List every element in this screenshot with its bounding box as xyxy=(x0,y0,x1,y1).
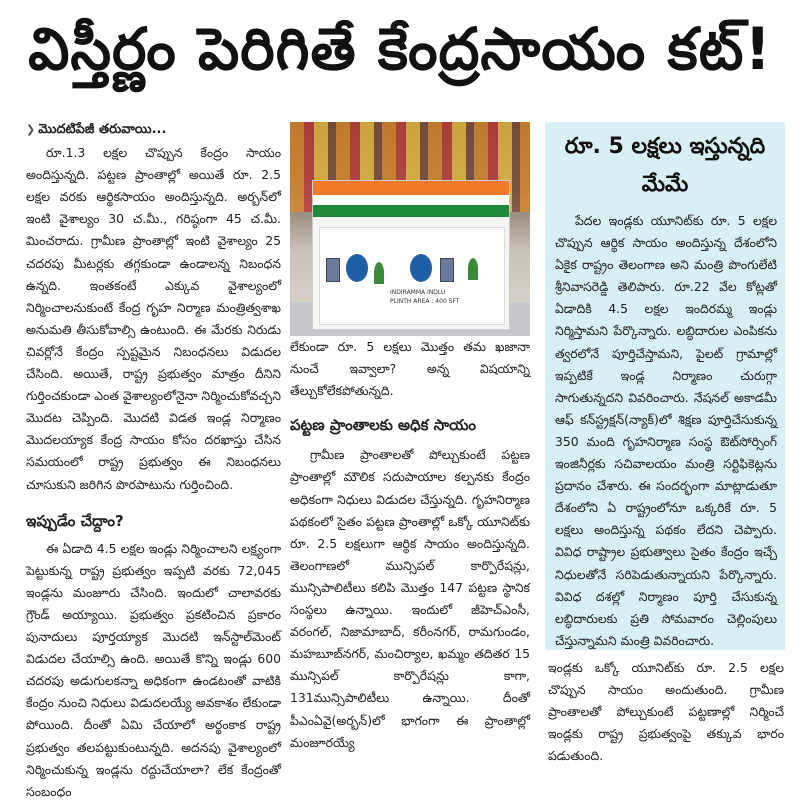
emblem-icon xyxy=(346,254,368,282)
paragraph: లేకుండా రూ. 5 లక్షలు మొత్తం తమ ఖజానా నుంచే ఇవ్వాలా? అన్న విషయాన్ని తేల్చుకోలేకపోతున్నది. xyxy=(290,339,530,399)
news-photo xyxy=(290,122,530,336)
house-model xyxy=(312,180,510,330)
continuation-label: మొదటిపేజీ తరువాయి... xyxy=(38,122,167,137)
green-stripe xyxy=(313,205,509,217)
paragraph: గ్రామీణ ప్రాంతాలతో పోల్చుకుంటే పట్టణ ప్రాంతాల్లో మౌలిక సదుపాయాల కల్పనకు కేంద్రం అధికంగా నిధులు విడుదల చేస్తున్నది. గృహనిర్మాణ పథకంలో సైతం పట్టణ ప్రాంతాల్లో ఒక్కో యూనిట్‌కు రూ. 2.5 లక్షలుగా ఆర్థిక సాయం అందిస్తున్నది. తెలంగాణలో మున్సిపల్ కార్పొరేషన్లు, మున్సిపాలిటీలు కలిపి మొత్తం 147 పట్టణ స్థానిక సంస్థలు ఉన్నాయి. ఇందులో జీహెచ్‌ఎంసీ, వరంగల్, నిజామాబాద్, కరీంనగర్, రామగుండం, మహబూబ్‌నగర్, మంచిర్యాల, ఖమ్మం తదితర 15 మున్సిపల్ కార్పొరేషన్లు కాగా, 131మున్సిపాలిటీలు ఉన్నాయి. దీంతో పీఎంఏవై(అర్బన్)లో భాగంగా ఈ ప్రాంతాల్లో మంజూరయ్యే xyxy=(290,447,530,750)
continuation-kicker xyxy=(26,119,281,141)
paragraph: పేదల ఇండ్లకు యూనిట్‌కు రూ. 5 లక్షల చొప్పున ఆర్థిక సాయం అందిస్తున్న దేశంలోని ఏకైక రాష్ట్రం తెలంగాణ అని మంత్రి పొంగులేటి శ్రీనివాసరెడ్డి తెలిపారు. రూ.22 వేల కోట్లతో ఏడాదికి 4.5 లక్షల ఇందిరమ్మ ఇండ్లు నిర్మిస్తామని పేర్కొన్నారు. లబ్ధిదారుల ఎంపికను త్వరలోనే పూర్తిచేస్తామని, పైలట్ గ్రామాల్లో ఇప్పటికే ఇండ్ల నిర్మాణం చురుగ్గా సాగుతున్నదని వివరించారు. నేషనల్ అకాడమీ ఆఫ్ కన్‌స్ట్రక్షన్(న్యాక్)లో శిక్షణ పూర్తిచేసుకున్న 350 మంది గృహనిర్మాణ సంస్థ ఔట్‌సోర్సింగ్ ఇంజినీర్లకు సచివాలయం మంత్రి సర్టిఫికెట్లను ప్రదానం చేశారు. ఈ సందర్భంగా మాట్లాడుతూ దేశంలోని ఏ రాష్ట్రంలోనూ ఒక్కరికే రూ. 5 లక్షలు అందిస్తున్న పథకం లేదని చెప్పారు. వివిధ రాష్ట్రాల ప్రభుత్వాలు సైతం కేంద్రం ఇచ్చే నిధులతోనే సరిపెడుతున్నాయని పేర్కొన్నారు. వివిధ దశల్లో నిర్మాణం పూర్తి చేసుకున్న లబ్ధిదారులకు ప్రతి సోమవారం చెల్లింపులు చేస్తున్నామని మంత్రి వివరించారు. xyxy=(555,213,777,648)
article-column-1 xyxy=(26,119,281,803)
paragraph: రూ.1.3 లక్షల చొప్పున కేంద్రం సాయం అందిస్తున్నది. పట్టణ ప్రాంతాల్లో అయితే రూ. 2.5 లక్షల వరకు ఆర్థికసాయం అందిస్తున్నది. అర్బన్‌లో ఇంటి వైశాల్యం 30 చ.మీ., గరిష్ఠంగా 45 చ.మీ. మించరాదు. గ్రామీణ ప్రాంతాల్లో ఇంటి వైశాల్యం 25 చదరపు మీటర్లకు తగ్గకుండా ఉండాలన్న నిబంధన ఉన్నది. ఇంతకంటే ఎక్కువ వైశాల్యంలో నిర్మించాలనుకుంటే కేంద్ర గృహ నిర్మాణ మంత్రిత్వశాఖ అనుమతి తీసుకోవాల్సి ఉంటుంది. ఈ మేరకు నిరుడు చివర్లోనే కేంద్రం స్పష్టమైన నిబంధనలు విడుదల చేసింది. అయితే, రాష్ట్ర ప్రభుత్వం మాత్రం దీనిని గుర్తించకుండా ఎంత వైశాల్యంలోనైనా నిర్మించుకోవచ్చని మొదట చెప్పింది. మొదటి విడత ఇండ్ల నిర్మాణం మొదలయ్యాక కేంద్ర సాయం కోసం దరఖాస్తు చేసిన సమయంలో రాష్ట్ర ప్రభుత్వం ఈ నిబంధనలు చూసుకుని జరిగిన పొరపాటును గుర్తించింది. xyxy=(26,145,281,492)
saffron-stripe xyxy=(313,181,509,195)
window-icon xyxy=(326,258,340,282)
emblem-icon xyxy=(410,254,432,282)
subheading: పట్టణ ప్రాంతాలకు అధిక సాయం xyxy=(290,416,477,435)
sidebar-text xyxy=(555,210,777,652)
article-column-3-bottom xyxy=(548,657,784,767)
plant-icon xyxy=(468,258,478,280)
subheading: ఇప్పుడేం చేద్దాం? xyxy=(26,511,124,530)
plant-icon xyxy=(374,262,384,284)
paragraph: ఈ ఏడాది 4.5 లక్షల ఇండ్లు నిర్మించాలని లక్ష్యంగా పెట్టుకున్న రాష్ట్ర ప్రభుత్వం ఇప్పటి వరకు 72,045 ఇండ్లను మంజూరు చేసింది. ఇందులో చాలావరకు గ్రౌండ్ అయ్యాయి. ప్రభుత్వం ప్రకటించిన ప్రకారం పునాదులు పూర్తయ్యాక మొదటి ఇన్‌స్టాల్‌మెంట్ విడుదల చేయాల్సి ఉంది. అయితే కొన్ని ఇండ్లు 600 చదరపు అడుగులకన్నా అధికంగా ఉండటంతో వాటికి కేంద్రం నుంచి నిధులు విడుదలయ్యే అవకాశం లేకుండా పోయింది. దీంతో ఏమి చేయాలో అర్థంకాక రాష్ట్ర ప్రభుత్వం తలపట్టుకుంటున్నది. అదనపు వైశాల్యంలో నిర్మించుకున్న ఇండ్లను రద్దుచేయాలా? లేక కేంద్రంతో సంబంధం xyxy=(26,540,281,799)
window-icon xyxy=(440,258,454,282)
chevron-right-icon: ❯ xyxy=(26,123,36,136)
paragraph: ఇండ్లకు ఒక్కో యూనిట్‌కు రూ. 2.5 లక్షల చొప్పున సాయం అందుతుంది. గ్రామీణ ప్రాంతాలతో పోల్చుకుంటే పట్టణాల్లో నిర్మించే ఇండ్లకు రాష్ట్ర ప్రభుత్వంపై తక్కువ భారం పడుతుంది. xyxy=(548,660,784,764)
white-stripe xyxy=(313,195,509,205)
article-column-2 xyxy=(290,336,530,754)
house-facade xyxy=(319,227,505,325)
headline: విస్తీర్ణం పెరిగితే కేంద్రసాయం కట్! xyxy=(28,14,772,83)
sidebar-title: రూ. 5 లక్షలు ఇస్తున్నది మేమే xyxy=(564,134,766,197)
model-caption: INDIRAMMA INDLU PLINTH AREA : 400 SFT xyxy=(390,289,460,305)
